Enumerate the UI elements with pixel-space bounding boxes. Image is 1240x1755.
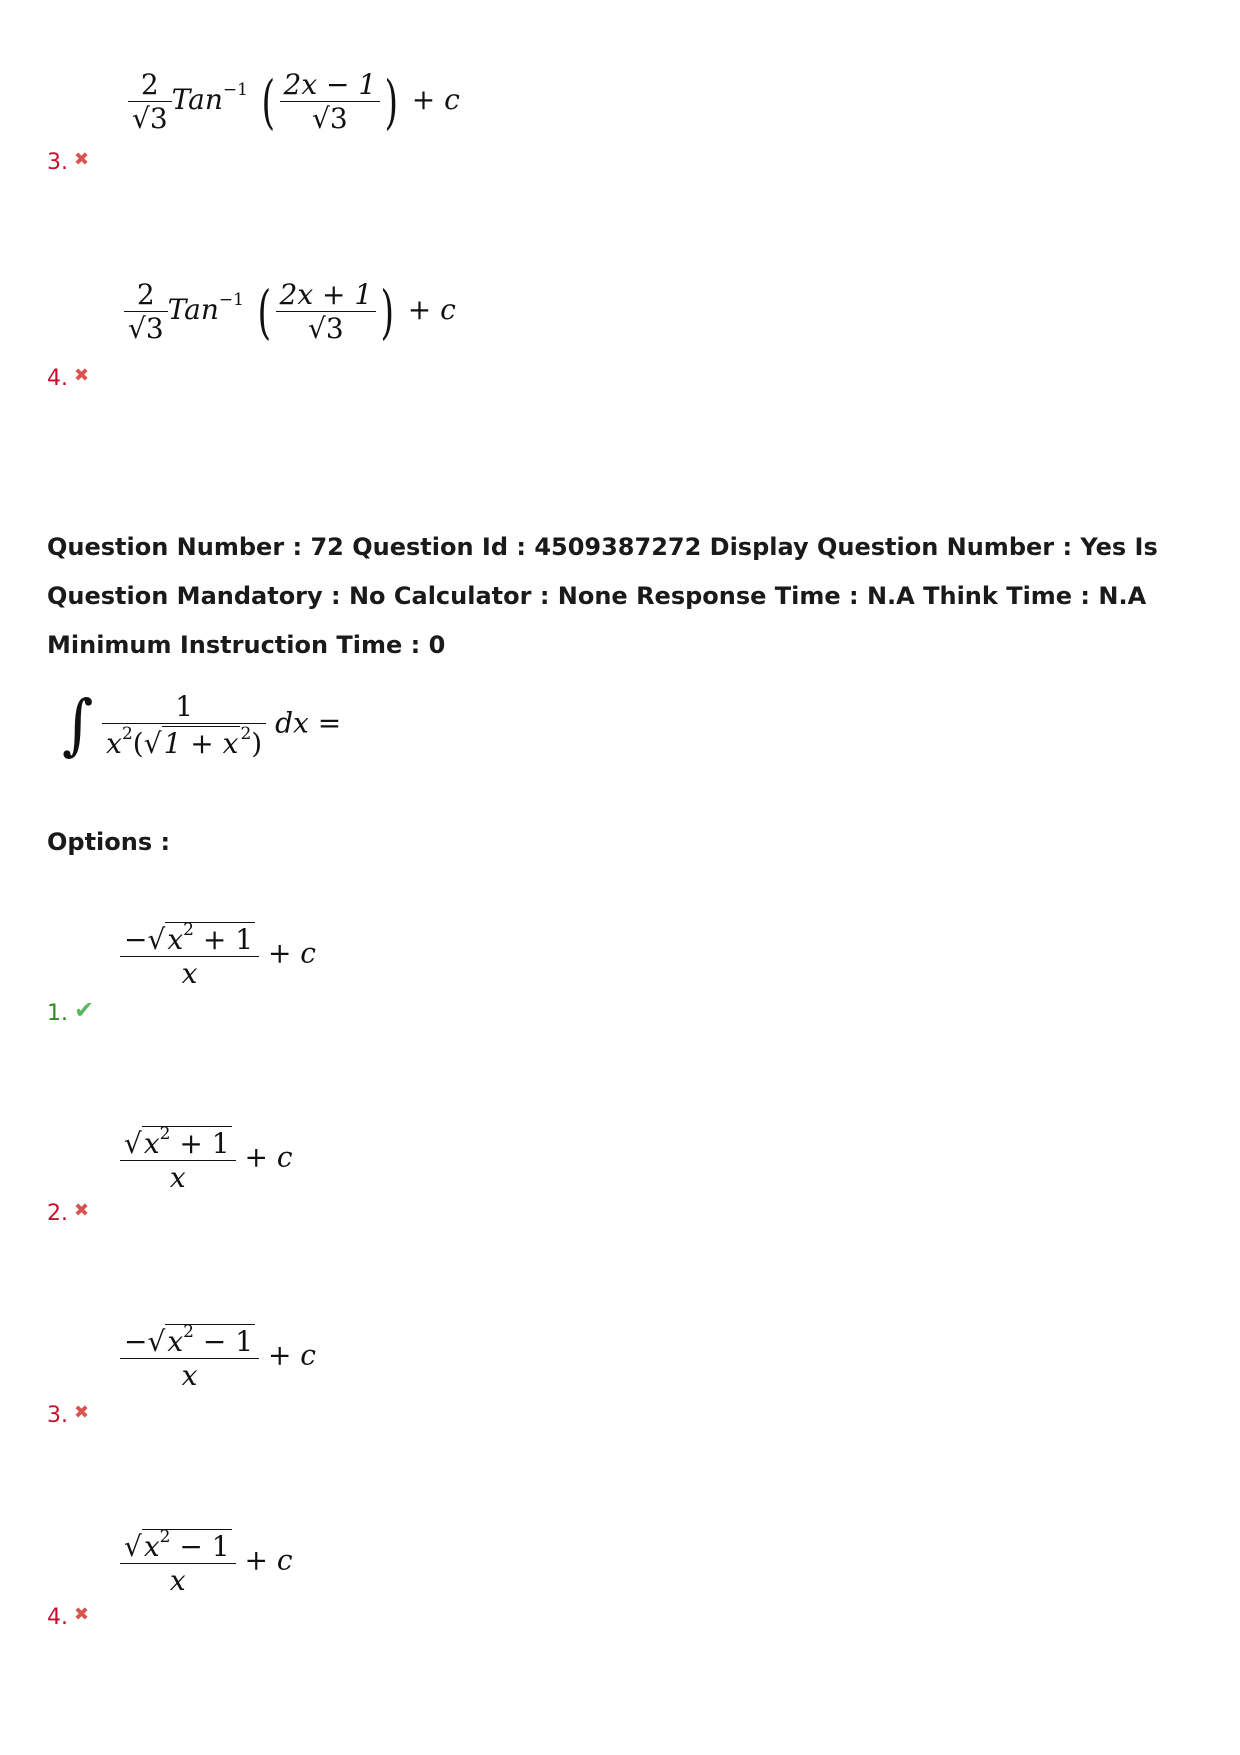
option-3-expression[interactable]: $\frac{-√x^2 - 1}{x}$ + c bbox=[120, 1322, 316, 1392]
check-icon: ✔ bbox=[74, 996, 95, 1024]
cross-icon: ✖ bbox=[74, 365, 90, 386]
prev-option-4-label: 4. ✖ bbox=[47, 365, 90, 391]
option-1-expression[interactable]: $\frac{-√x^2 + 1}{x}$ + c bbox=[120, 920, 316, 990]
prev-option-4-expression: $\frac{2}{√3}$ Tan$^{-1}$ ( $\frac{2x + 1}{√3}$ ) + c bbox=[124, 278, 456, 345]
cross-icon: ✖ bbox=[74, 1604, 90, 1625]
options-heading: Options : bbox=[47, 828, 171, 856]
option-2-expression[interactable]: $\frac{√x^2 + 1}{x}$ + c bbox=[120, 1124, 293, 1194]
option-2-label: 2. ✖ bbox=[47, 1200, 90, 1226]
cross-icon: ✖ bbox=[74, 1200, 90, 1221]
prev-option-3-label: 3. ✖ bbox=[47, 149, 90, 175]
cross-icon: ✖ bbox=[74, 1402, 90, 1423]
option-1-label: 1. ✔ bbox=[47, 996, 95, 1026]
cross-icon: ✖ bbox=[74, 149, 90, 170]
option-4-expression[interactable]: $\frac{√x^2 - 1}{x}$ + c bbox=[120, 1527, 293, 1597]
prev-option-3-expression: $\frac{2}{√3}$ Tan$^{-1}$ ( $\frac{2x - 1}{√3}$ ) + c bbox=[128, 68, 460, 135]
question-meta: Question Number : 72 Question Id : 4509387272 Display Question Number : Yes Is Question Mandatory : No Calculator : None Response Time : N.A Think Time : N.A Minimum Instruction Time : 0 bbox=[47, 533, 1158, 659]
option-3-label: 3. ✖ bbox=[47, 1402, 90, 1428]
question-integral: ∫ $\frac{1}{x^2(√1 + x ^2)}$ dx = bbox=[62, 686, 342, 764]
option-4-label: 4. ✖ bbox=[47, 1604, 90, 1630]
